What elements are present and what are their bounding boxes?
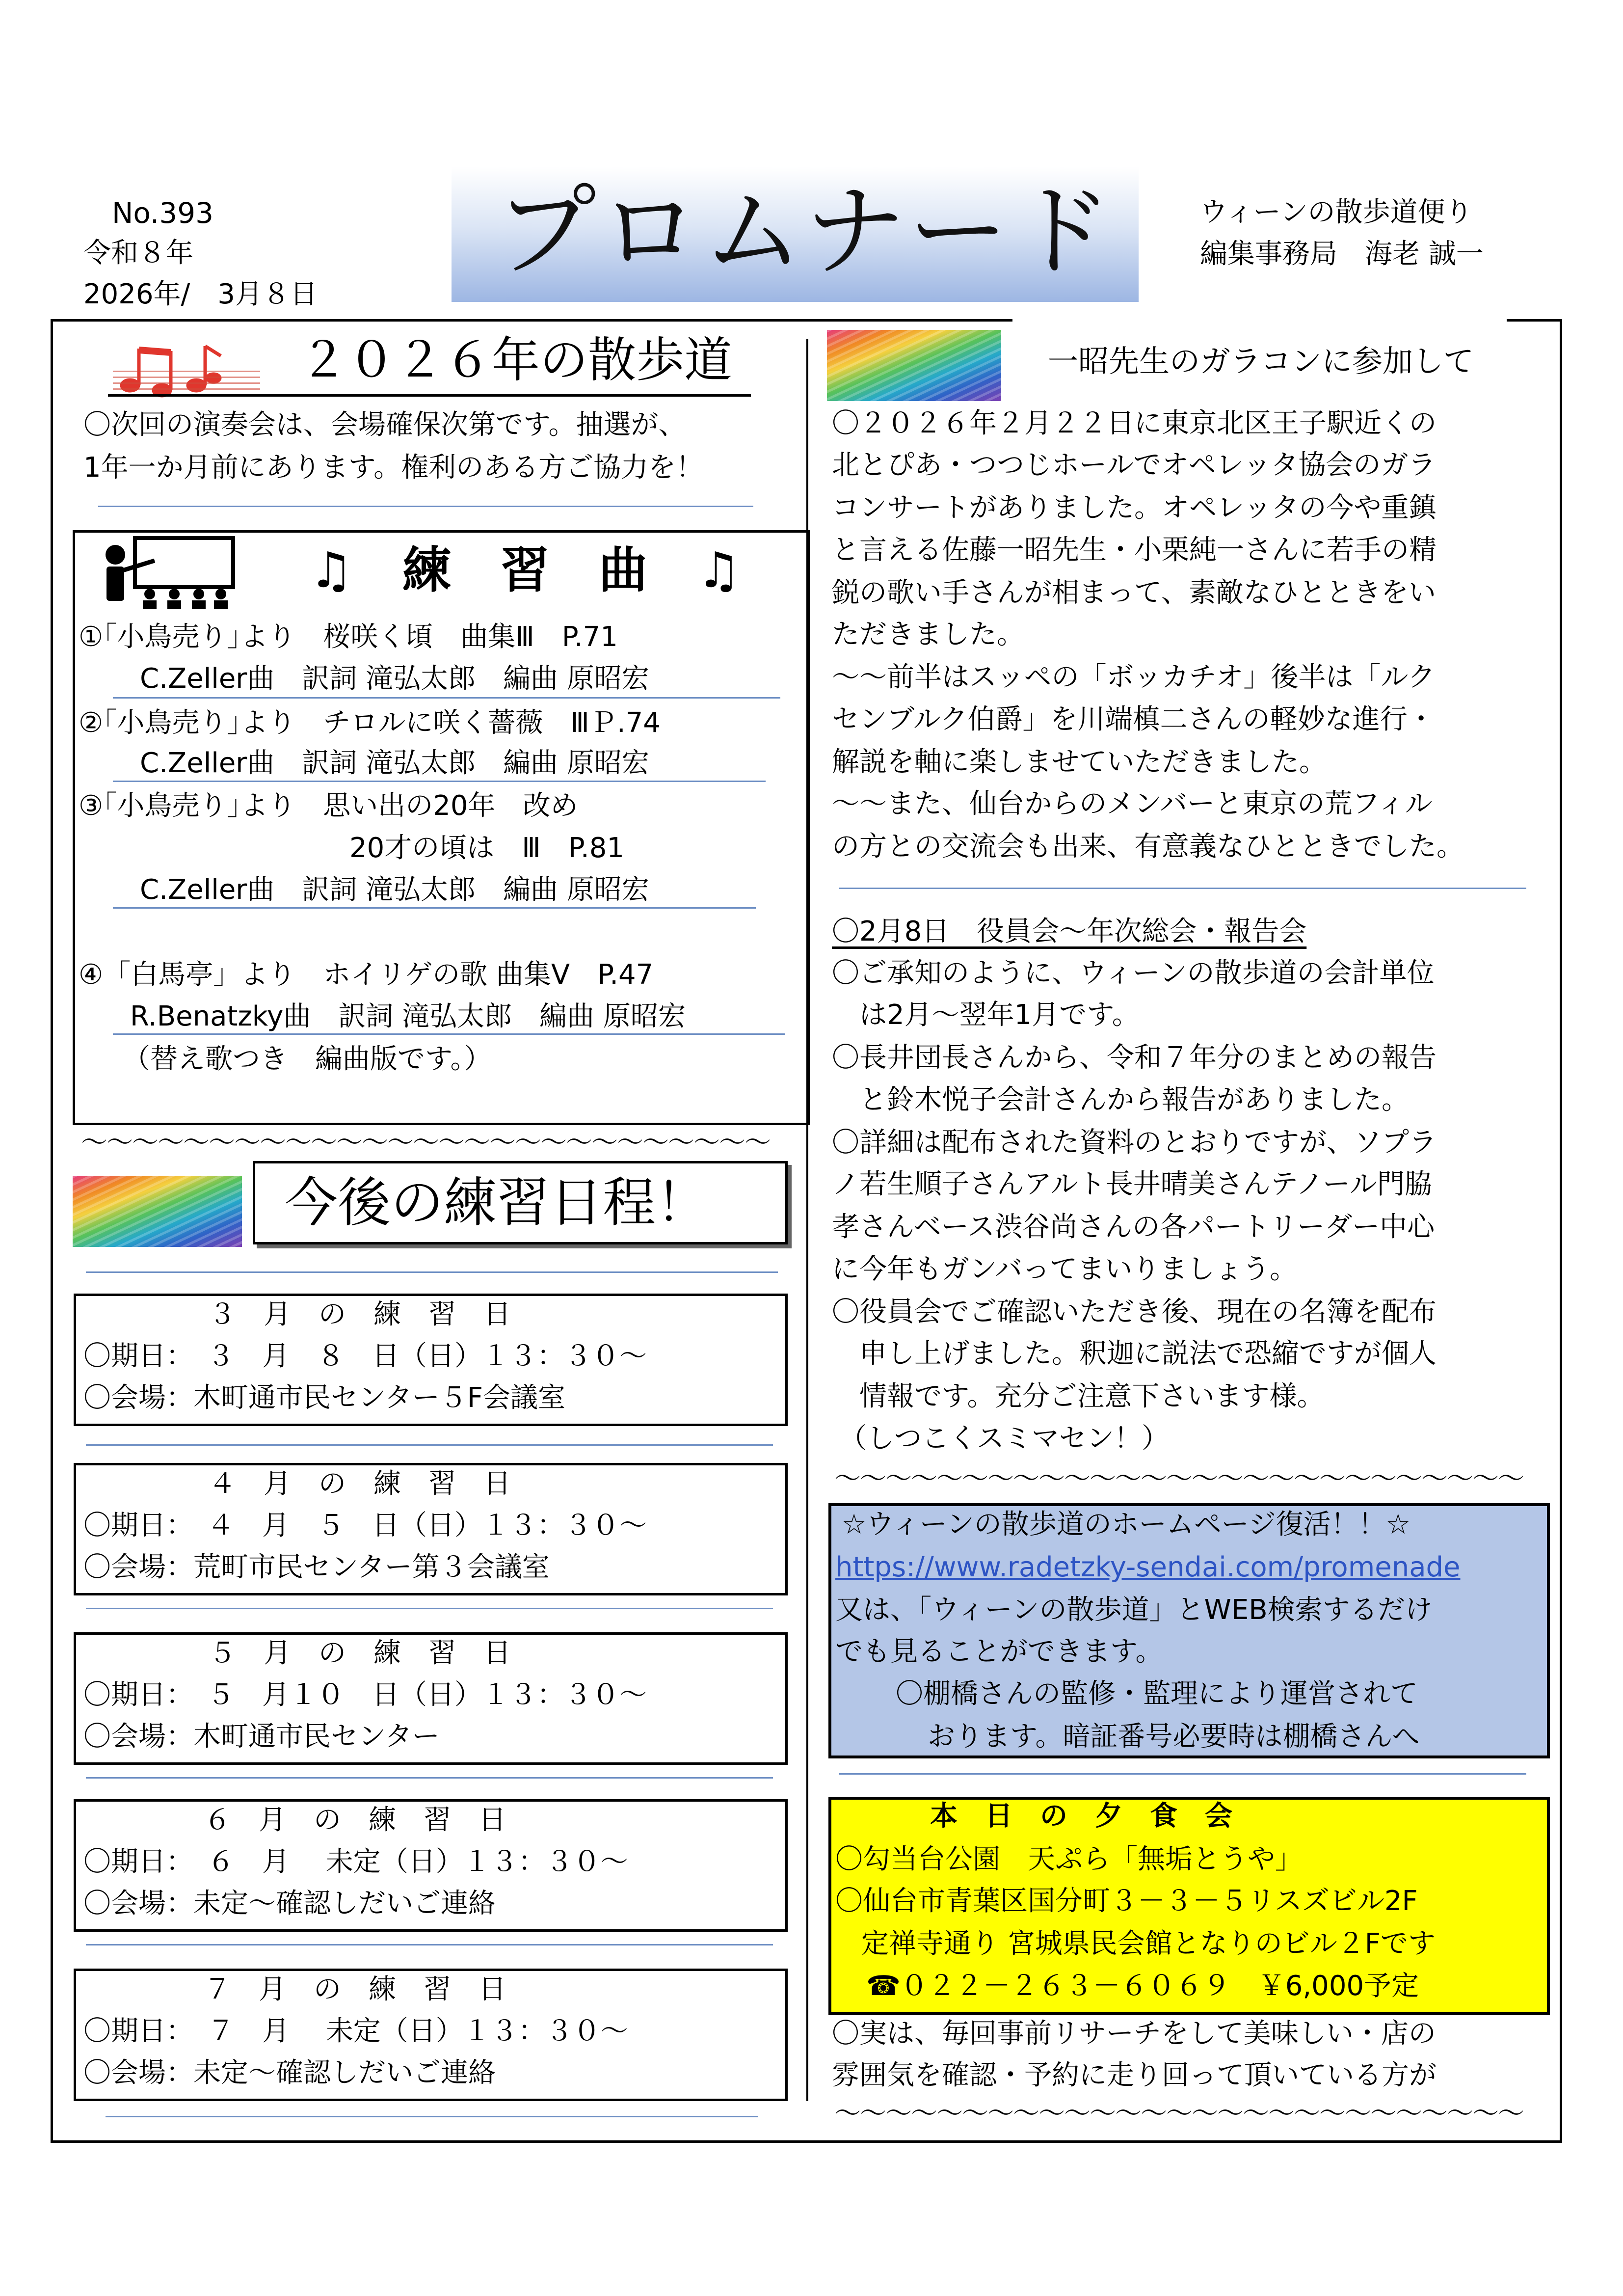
dinner-line-3: 定禅寺通り 宮城県民会館となりのビル２Fです	[861, 1928, 1436, 1960]
schedule-date-april: 〇期日： ４ 月 ５ 日（日）１３：３０～	[83, 1510, 647, 1541]
practice-songs-title: ♫ 練 習 曲 ♫	[309, 541, 741, 599]
article-line-6: ただきました。	[832, 619, 1024, 650]
dinner-line-4: ☎０２２－２６３－６０６９ ￥6,000予定	[866, 1970, 1419, 2002]
meeting-line-10: 申し上げました。釈迦に説法で恐縮ですが個人	[832, 1338, 1437, 1370]
meeting-line-1: 〇ご承知のように、ウィーンの散歩道の会計単位	[832, 957, 1435, 989]
schedule-venue-march: 〇会場：木町通市民センター５F会議室	[83, 1382, 565, 1414]
meeting-line-4: と鈴木悦子会計さんから報告がありました。	[832, 1084, 1409, 1116]
meeting-line-2: は2月～翌年1月です。	[832, 999, 1140, 1031]
homepage-line-4: おります。暗証番号必要時は棚橋さんへ	[928, 1721, 1420, 1753]
schedule-venue-may: 〇会場：木町通市民センター	[83, 1721, 440, 1753]
wave-divider-right: 〜〜〜〜〜〜〜〜〜〜〜〜〜〜〜〜〜〜〜〜〜〜〜〜〜〜〜	[834, 1463, 1523, 1494]
divider	[86, 1271, 778, 1273]
meeting-line-3: 〇長井団長さんから、令和７年分のまとめの報告	[832, 1042, 1437, 1074]
song-2: ②｢小鳥売り｣より チロルに咲く薔薇 ⅢＰ.74	[79, 707, 661, 739]
divider	[839, 1773, 1526, 1775]
dinner-line-2: 〇仙台市青葉区国分町３－３－５リスズビル2F	[835, 1885, 1418, 1917]
article-line-5: 鋭の歌い手さんが相まって、素敵なひとときをい	[832, 577, 1436, 609]
intro-line-2: 1年一か月前にあります。権利のある方ご協力を！	[83, 452, 704, 484]
article-line-2: 北とぴあ・つつじホールでオペレッタ協会のガラ	[832, 449, 1436, 481]
schedule-title-june: ６ 月 の 練 習 日	[204, 1804, 506, 1836]
homepage-line-2: でも見ることができます。	[835, 1636, 1163, 1668]
schedule-title-may: ５ 月 の 練 習 日	[209, 1637, 511, 1669]
meeting-line-7: 孝さんベース渋谷尚さんの各パートリーダー中心	[832, 1211, 1435, 1243]
song-3-credit: C.Zeller曲 訳詞 滝弘太郎 編曲 原昭宏	[140, 874, 649, 906]
song-2-credit: C.Zeller曲 訳詞 滝弘太郎 編曲 原昭宏	[140, 747, 649, 779]
practice-songs-box	[73, 530, 810, 1125]
dinner-line-1: 〇勾当台公園 天ぷら「無垢とうや」	[835, 1843, 1303, 1875]
closing-line-1: 〇実は、毎回事前リサーチをして美味しい・店の	[832, 2018, 1436, 2050]
rainbow-image-left	[73, 1176, 242, 1247]
article-line-7: ～～前半はスッペの「ボッカチオ」後半は「ルク	[832, 661, 1436, 693]
meeting-heading: 〇2月8日 役員会～年次総会・報告会	[832, 916, 1307, 947]
issue-number: No.393	[112, 196, 213, 230]
divider	[86, 1777, 773, 1779]
divider	[113, 697, 780, 699]
song-3-sub: 20才の頃は Ⅲ P.81	[349, 832, 624, 864]
issue-date: 2026年/ 3月８日	[83, 278, 318, 310]
heading-underline	[108, 394, 751, 397]
homepage-line-3: 〇棚橋さんの監修・監理により運営されて	[896, 1678, 1418, 1710]
homepage-title: ☆ウィーンの散歩道のホームページ復活！！☆	[842, 1509, 1410, 1540]
article-line-9: 解説を軸に楽しませていただきました。	[832, 746, 1327, 778]
article-line-4: と言える佐藤一昭先生・小栗純一さんに若手の精	[832, 534, 1437, 566]
divider	[113, 781, 766, 782]
wave-divider-left: 〜〜〜〜〜〜〜〜〜〜〜〜〜〜〜〜〜〜〜〜〜〜〜〜〜〜〜	[81, 1127, 770, 1158]
dinner-title: 本 日 の 夕 食 会	[930, 1800, 1232, 1832]
song-4: ④「白馬亭」より ホイリゲの歌 曲集Ⅴ P.47	[79, 959, 654, 991]
heading-underline-bars	[113, 371, 260, 395]
divider	[106, 2116, 758, 2117]
era-year: 令和８年	[83, 237, 193, 269]
article-line-11: の方との交流会も出来、有意義なひとときでした。	[832, 831, 1464, 863]
editor-credit: 編集事務局 海老 誠一	[1200, 238, 1484, 270]
wave-divider-end: 〜〜〜〜〜〜〜〜〜〜〜〜〜〜〜〜〜〜〜〜〜〜〜〜〜〜〜	[834, 2098, 1523, 2129]
teacher-icon	[96, 535, 238, 614]
schedule-date-march: 〇期日： ３ 月 ８ 日（日）１３：３０～	[83, 1340, 647, 1372]
divider	[86, 1944, 773, 1945]
closing-line-2: 雰囲気を確認・予約に走り回って頂いている方が	[832, 2059, 1437, 2091]
homepage-link[interactable]: https://www.radetzky-sendai.com/promenade	[835, 1551, 1461, 1583]
intro-line-1: 〇次回の演奏会は、会場確保次第です。抽選が、	[83, 409, 686, 441]
rainbow-image-right	[827, 330, 1001, 401]
schedule-date-may: 〇期日： ５ 月１０ 日（日）１３：３０～	[83, 1679, 647, 1711]
homepage-line-1: 又は、「ウィーンの散歩道」とWEB検索するだけ	[835, 1594, 1433, 1626]
article-line-3: コンサートがありました。オペレッタの今や重鎮	[832, 492, 1437, 524]
article-line-1: 〇２０２６年２月２２日に東京北区王子駅近くの	[832, 407, 1437, 439]
article-line-8: センブルク伯爵」を川端槙二さんの軽妙な進行・	[832, 703, 1435, 735]
schedule-title-april: ４ 月 の 練 習 日	[209, 1468, 511, 1500]
section-heading-2026: ２０２６年の散歩道	[299, 332, 733, 388]
schedule-title-march: ３ 月 の 練 習 日	[209, 1298, 511, 1330]
meeting-line-9: 〇役員会でご確認いただき後、現在の名簿を配布	[832, 1296, 1437, 1328]
schedule-venue-june: 〇会場：未定～確認しだいご連絡	[83, 1888, 496, 1919]
divider	[98, 506, 753, 507]
meeting-line-11: 情報です。充分ご注意下さいます様。	[832, 1380, 1325, 1412]
article-heading: 一昭先生のガラコンに参加して	[1048, 343, 1474, 379]
schedule-title-july: ７ 月 の 練 習 日	[204, 1973, 506, 2005]
song-4-note: （替え歌つき 編曲版です。）	[123, 1043, 492, 1075]
song-1-credit: C.Zeller曲 訳詞 滝弘太郎 編曲 原昭宏	[140, 663, 649, 695]
schedule-date-june: 〇期日： ６ 月 未定（日）１３：３０～	[83, 1846, 628, 1878]
meeting-line-6: ノ若生順子さんアルト長井晴美さんテノール門脇	[832, 1168, 1433, 1200]
divider	[113, 907, 756, 909]
schedule-venue-april: 〇会場：荒町市民センター第３会議室	[83, 1551, 550, 1583]
divider	[86, 1444, 773, 1446]
meeting-line-8: に今年もガンバってまいりましょう。	[832, 1253, 1298, 1285]
divider	[86, 1608, 773, 1609]
schedule-heading: 今後の練習日程！	[285, 1172, 709, 1234]
divider	[113, 1033, 785, 1035]
newsletter-subtitle: ウィーンの散歩道便り	[1200, 196, 1473, 228]
divider	[839, 888, 1526, 889]
meeting-line-5: 〇詳細は配布された資料のとおりですが、ソプラ	[832, 1127, 1437, 1159]
song-3: ③｢小鳥売り｣より 思い出の20年 改め	[79, 790, 578, 822]
outer-frame-top-right	[1507, 319, 1562, 322]
meeting-line-12: （しつこくスミマセン！）	[839, 1423, 1169, 1455]
homepage-box	[828, 1503, 1550, 1758]
schedule-venue-july: 〇会場：未定～確認しだいご連絡	[83, 2057, 496, 2089]
song-4-credit: R.Benatzky曲 訳詞 滝弘太郎 編曲 原昭宏	[130, 1000, 686, 1032]
outer-frame-top-left	[51, 319, 1012, 322]
article-line-10: ～～また、仙台からのメンバーと東京の荒フィル	[832, 788, 1433, 820]
song-1: ①｢小鳥売り｣より 桜咲く頃 曲集Ⅲ P.71	[79, 621, 618, 653]
schedule-date-july: 〇期日： ７ 月 未定（日）１３：３０～	[83, 2015, 628, 2047]
newsletter-title: プロムナード	[496, 173, 1115, 290]
